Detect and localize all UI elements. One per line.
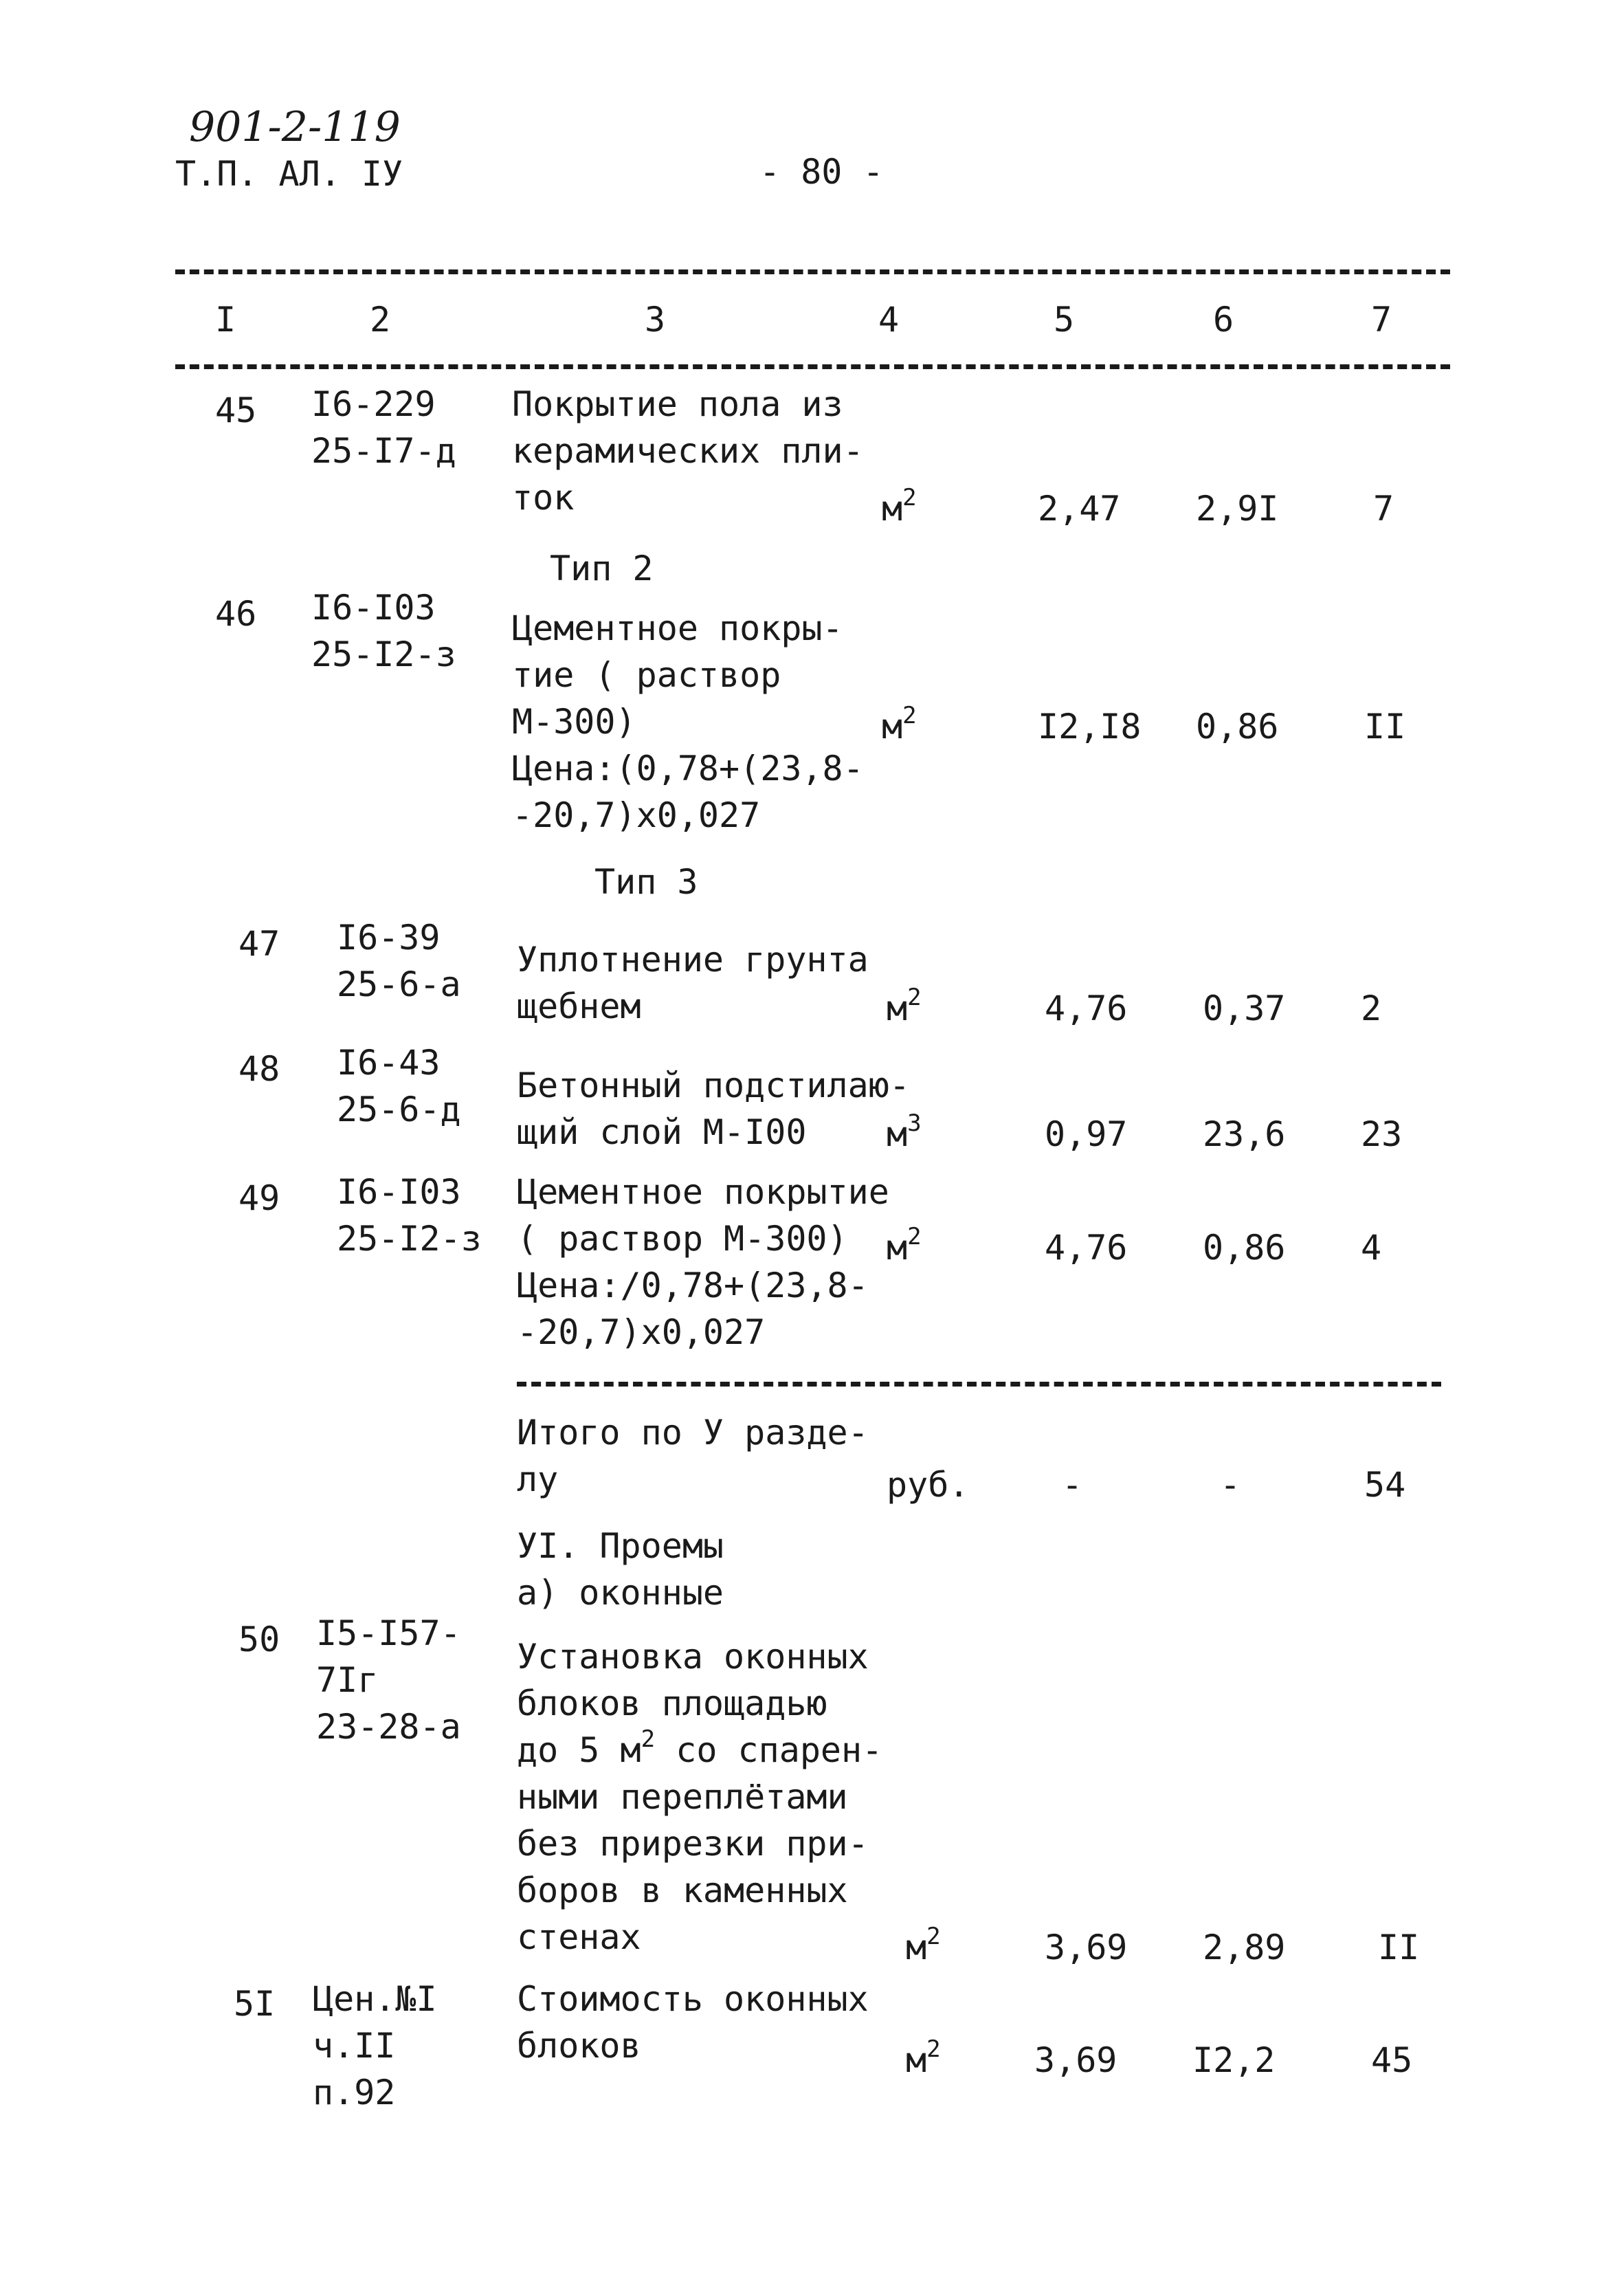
column-header-1: I: [215, 300, 236, 340]
row-46-number: 46: [215, 594, 257, 634]
header-bottom-rule: [175, 364, 1450, 369]
page-number: - 80 -: [759, 152, 884, 192]
type-2-label: Тип 2: [550, 549, 654, 588]
row-51-total: 45: [1371, 2040, 1413, 2080]
row-45-description: Покрытие пола из керамических пли- ток: [512, 384, 864, 518]
row-51-unit: $м^2$: [906, 2035, 941, 2080]
section-heading: УI. Проемы а) оконные: [517, 1526, 724, 1613]
row-48-code: I6-43 25-6-д: [337, 1043, 461, 1129]
row-50-number: 50: [238, 1620, 280, 1659]
row-49-price: 0,86: [1203, 1228, 1286, 1268]
row-45-unit: $м^2$: [882, 484, 917, 529]
row-45-code: I6-229 25-I7-д: [311, 384, 456, 471]
row-50-description: Установка оконных блоков площадью до 5 $м^2$ со спарен- ными переплётами без прирезки при- боров в каменных стенах: [517, 1637, 883, 1957]
project-code: Т.П. АЛ. IУ: [175, 154, 403, 194]
row-48-price: 23,6: [1203, 1114, 1286, 1154]
row-50-total: II: [1378, 1928, 1420, 1967]
row-48-description: Бетонный подстилаю- щий слой М-I00: [517, 1066, 910, 1152]
column-header-4: 4: [878, 300, 900, 340]
row-51-number: 5I: [234, 1984, 276, 2024]
row-50-unit: $м^2$: [906, 1923, 941, 1967]
row-50-price: 2,89: [1203, 1928, 1286, 1967]
type-3-label: Тип 3: [594, 862, 698, 902]
row-49-description: Цементное покрытие ( раствор М-300) Цена:/0,78+(23,8- -20,7)х0,027: [517, 1172, 889, 1352]
row-45-number: 45: [215, 390, 257, 430]
row-49-total: 4: [1361, 1228, 1382, 1268]
row-51-code: Цен.№I ч.II п.92: [313, 1979, 437, 2112]
row-46-unit: $м^2$: [882, 702, 917, 747]
subtotal-label: Итого по У разде- лу: [517, 1413, 869, 1499]
row-47-price: 0,37: [1203, 989, 1286, 1028]
row-47-code: I6-39 25-6-а: [337, 918, 461, 1004]
subtotal-quantity: -: [1062, 1465, 1083, 1505]
column-header-2: 2: [370, 300, 391, 340]
row-49-quantity: 4,76: [1045, 1228, 1128, 1268]
column-header-5: 5: [1054, 300, 1075, 340]
row-49-code: I6-I03 25-I2-з: [337, 1172, 482, 1259]
row-46-price: 0,86: [1196, 707, 1279, 747]
row-46-quantity: I2,I8: [1038, 707, 1142, 747]
row-48-unit: $м^3$: [887, 1110, 922, 1154]
subtotal-price: -: [1220, 1465, 1241, 1505]
row-49-number: 49: [238, 1178, 280, 1218]
subtotal-total: 54: [1364, 1465, 1406, 1505]
row-47-description: Уплотнение грунта щебнем: [517, 940, 869, 1026]
row-45-quantity: 2,47: [1038, 489, 1121, 529]
row-47-unit: $м^2$: [887, 984, 922, 1028]
row-45-total: 7: [1373, 489, 1394, 529]
column-header-6: 6: [1213, 300, 1234, 340]
row-48-number: 48: [238, 1049, 280, 1089]
subtotal-rule: [517, 1382, 1441, 1387]
row-47-number: 47: [238, 924, 280, 964]
row-46-description: Цементное покры- тие ( раствор М-300) Цена:(0,78+(23,8- -20,7)х0,027: [512, 608, 864, 835]
row-49-unit: $м^2$: [887, 1223, 922, 1268]
row-48-total: 23: [1361, 1114, 1403, 1154]
row-48-quantity: 0,97: [1045, 1114, 1128, 1154]
handwritten-document-number: 901-2-119: [189, 103, 401, 151]
row-51-description: Стоимость оконных блоков: [517, 1979, 869, 2066]
row-45-price: 2,9I: [1196, 489, 1279, 529]
column-header-7: 7: [1371, 300, 1392, 340]
row-47-total: 2: [1361, 989, 1382, 1028]
row-46-total: II: [1364, 707, 1406, 747]
row-51-price: I2,2: [1192, 2040, 1276, 2080]
column-header-3: 3: [645, 300, 666, 340]
row-50-code: I5-I57- 7Iг 23-28-а: [316, 1613, 461, 1747]
row-46-code: I6-I03 25-I2-з: [311, 588, 456, 674]
row-51-quantity: 3,69: [1034, 2040, 1117, 2080]
header-top-rule: [175, 269, 1450, 274]
row-50-quantity: 3,69: [1045, 1928, 1128, 1967]
row-47-quantity: 4,76: [1045, 989, 1128, 1028]
subtotal-unit: руб.: [887, 1465, 970, 1505]
